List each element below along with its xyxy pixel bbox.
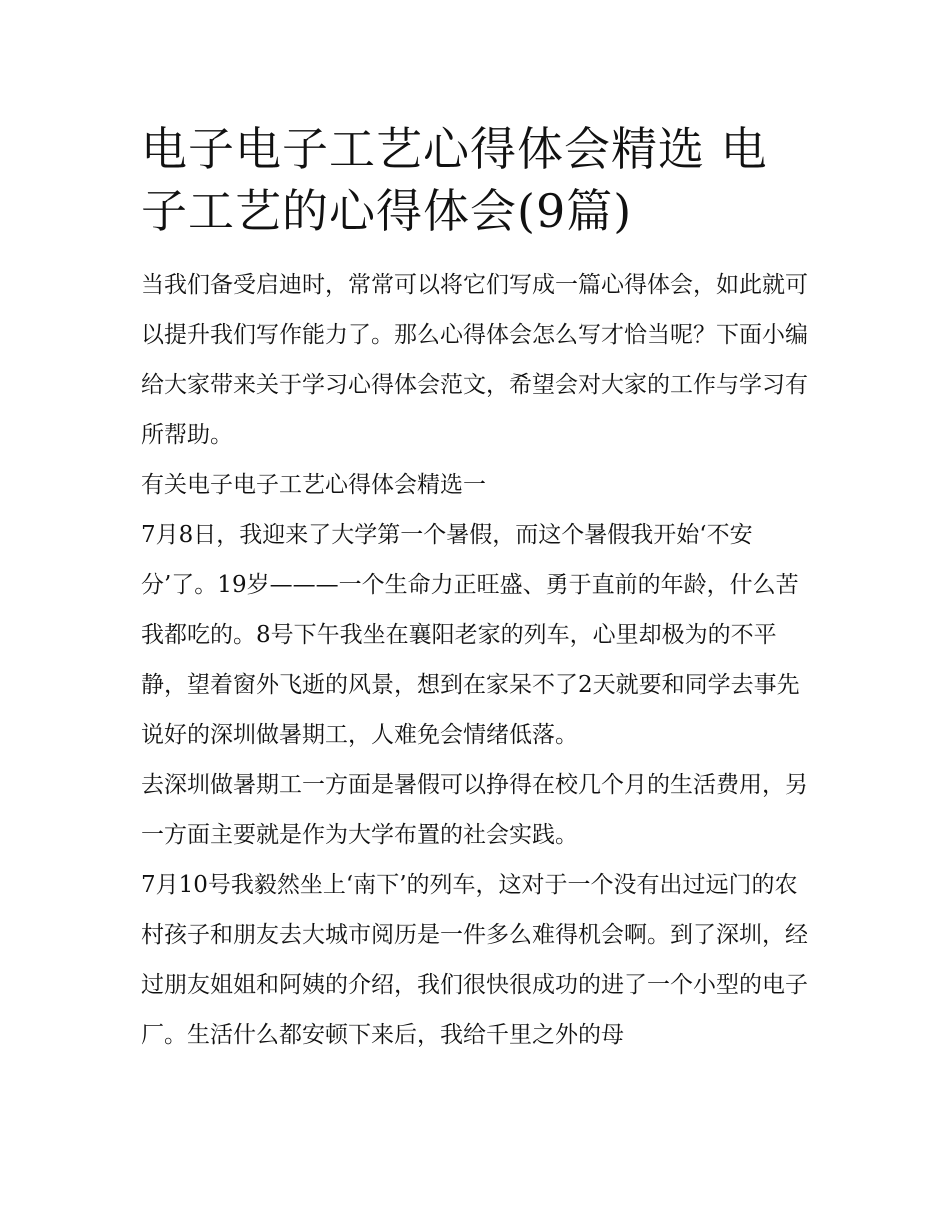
intro-paragraph: 当我们备受启迪时，常常可以将它们写成一篇心得体会，如此就可以提升我们写作能力了。那么心得体会怎么写才恰当呢？下面小编给大家带来关于学习心得体会范文，希望会对大家的工作与学习有所帮助。 (141, 272, 808, 448)
body-paragraph: 7月10号我毅然坐上‘南下’的列车，这对于一个没有出过远门的农村孩子和朋友去大城市阅历是一件多么难得机会啊。到了深圳，经过朋友姐姐和阿姨的介绍，我们很快很成功的进了一个小型的电子厂。生活什么都安顿下来后，我给千里之外的母 (141, 872, 808, 1048)
section-heading: 有关电子电子工艺心得体会精选一 (141, 472, 486, 498)
document-body (141, 118, 813, 1060)
body-paragraph: 去深圳做暑期工一方面是暑假可以挣得在校几个月的生活费用，另一方面主要就是作为大学布置的社会实践。 (141, 772, 808, 848)
document-title: 电子电子工艺心得体会精选 电子工艺的心得体会(9篇) (141, 122, 768, 238)
body-paragraph: 7月8日，我迎来了大学第一个暑假，而这个暑假我开始‘不安分’了。19岁———一个生命力正旺盛、勇于直前的年龄，什么苦我都吃的。8号下午我坐在襄阳老家的列车，心里却极为的不平静，望着窗外飞逝的风景，想到在家呆不了2天就要和同学去事先说好的深圳做暑期工，人难免会情绪低落。 (141, 522, 800, 748)
